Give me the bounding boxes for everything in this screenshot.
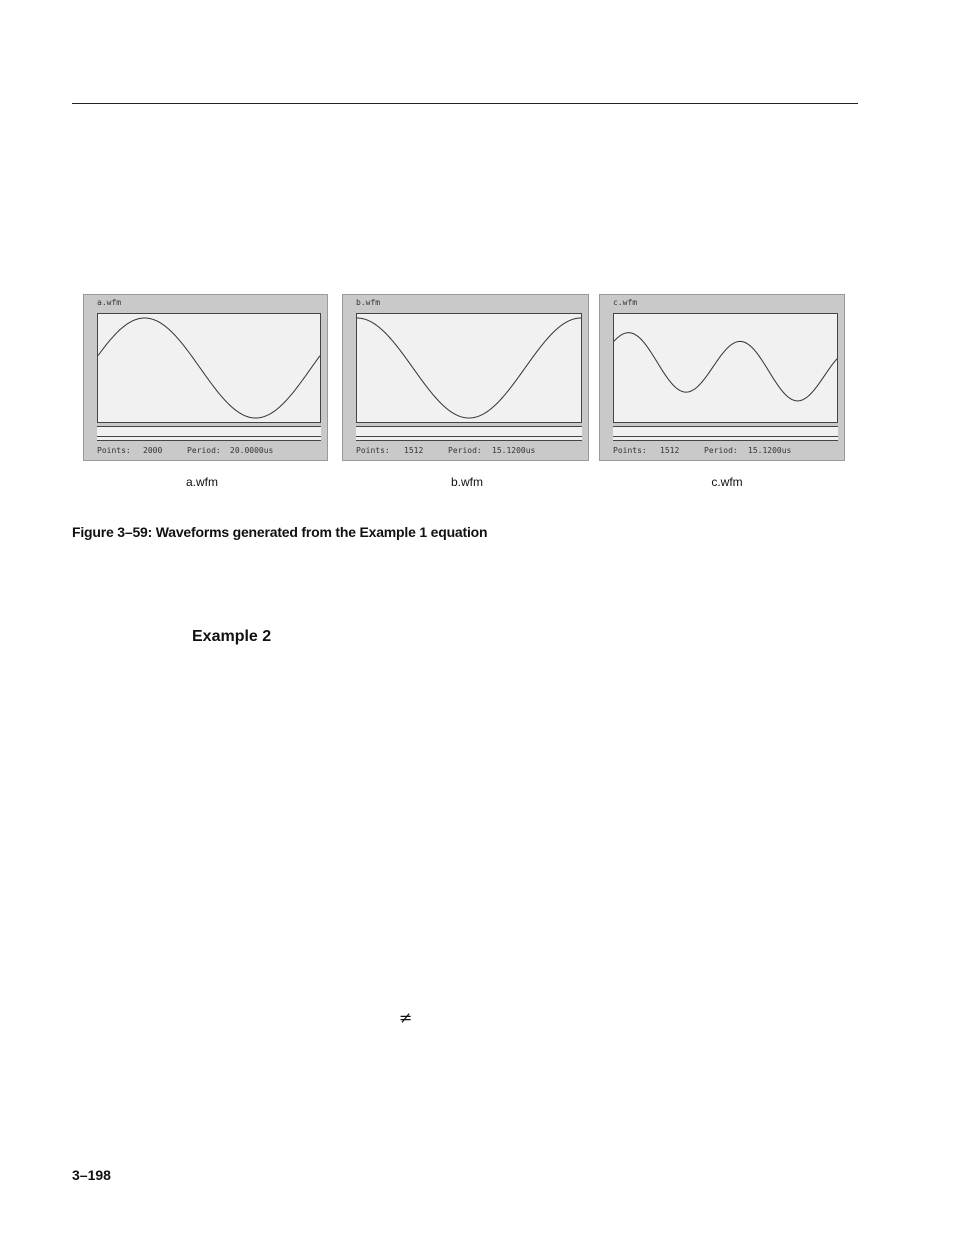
waveform-window-b [342, 294, 589, 461]
panel-caption-c: c.wfm [711, 475, 743, 489]
section-heading: Example 2 [192, 628, 272, 645]
window-title: b.wfm [356, 298, 381, 307]
waveform-plot [613, 313, 838, 423]
not-equal-symbol: ≠ [399, 1008, 413, 1027]
waveform-line [614, 333, 837, 401]
period-label: Period: [448, 446, 482, 455]
points-value: 2000 [143, 446, 163, 455]
points-label: Points: [613, 446, 647, 455]
waveform-trace [98, 314, 320, 422]
points-value: 1512 [404, 446, 424, 455]
window-title: c.wfm [613, 298, 638, 307]
waveform-line [98, 318, 320, 418]
marker-track [97, 426, 321, 441]
points-label: Points: [97, 446, 131, 455]
waveform-line [357, 318, 581, 418]
points-value: 1512 [660, 446, 680, 455]
marker-track [356, 426, 582, 441]
waveform-trace [357, 314, 581, 422]
points-label: Points: [356, 446, 390, 455]
period-label: Period: [187, 446, 221, 455]
panel-caption-b: b.wfm [450, 475, 484, 489]
waveform-window-c [599, 294, 845, 461]
waveform-window-a [83, 294, 328, 461]
period-value: 15.1200us [748, 446, 792, 455]
waveform-plot [97, 313, 321, 423]
window-title: a.wfm [97, 298, 122, 307]
figure-caption: Figure 3–59: Waveforms generated from the Example 1 equation [72, 524, 488, 540]
period-value: 15.1200us [492, 446, 536, 455]
period-value: 20.0000us [230, 446, 274, 455]
page-number: 3–198 [72, 1167, 111, 1183]
waveform-trace [614, 314, 837, 422]
period-label: Period: [704, 446, 738, 455]
panel-caption-a: a.wfm [185, 475, 219, 489]
waveform-plot [356, 313, 582, 423]
marker-track [613, 426, 838, 441]
header-rule [72, 103, 858, 104]
